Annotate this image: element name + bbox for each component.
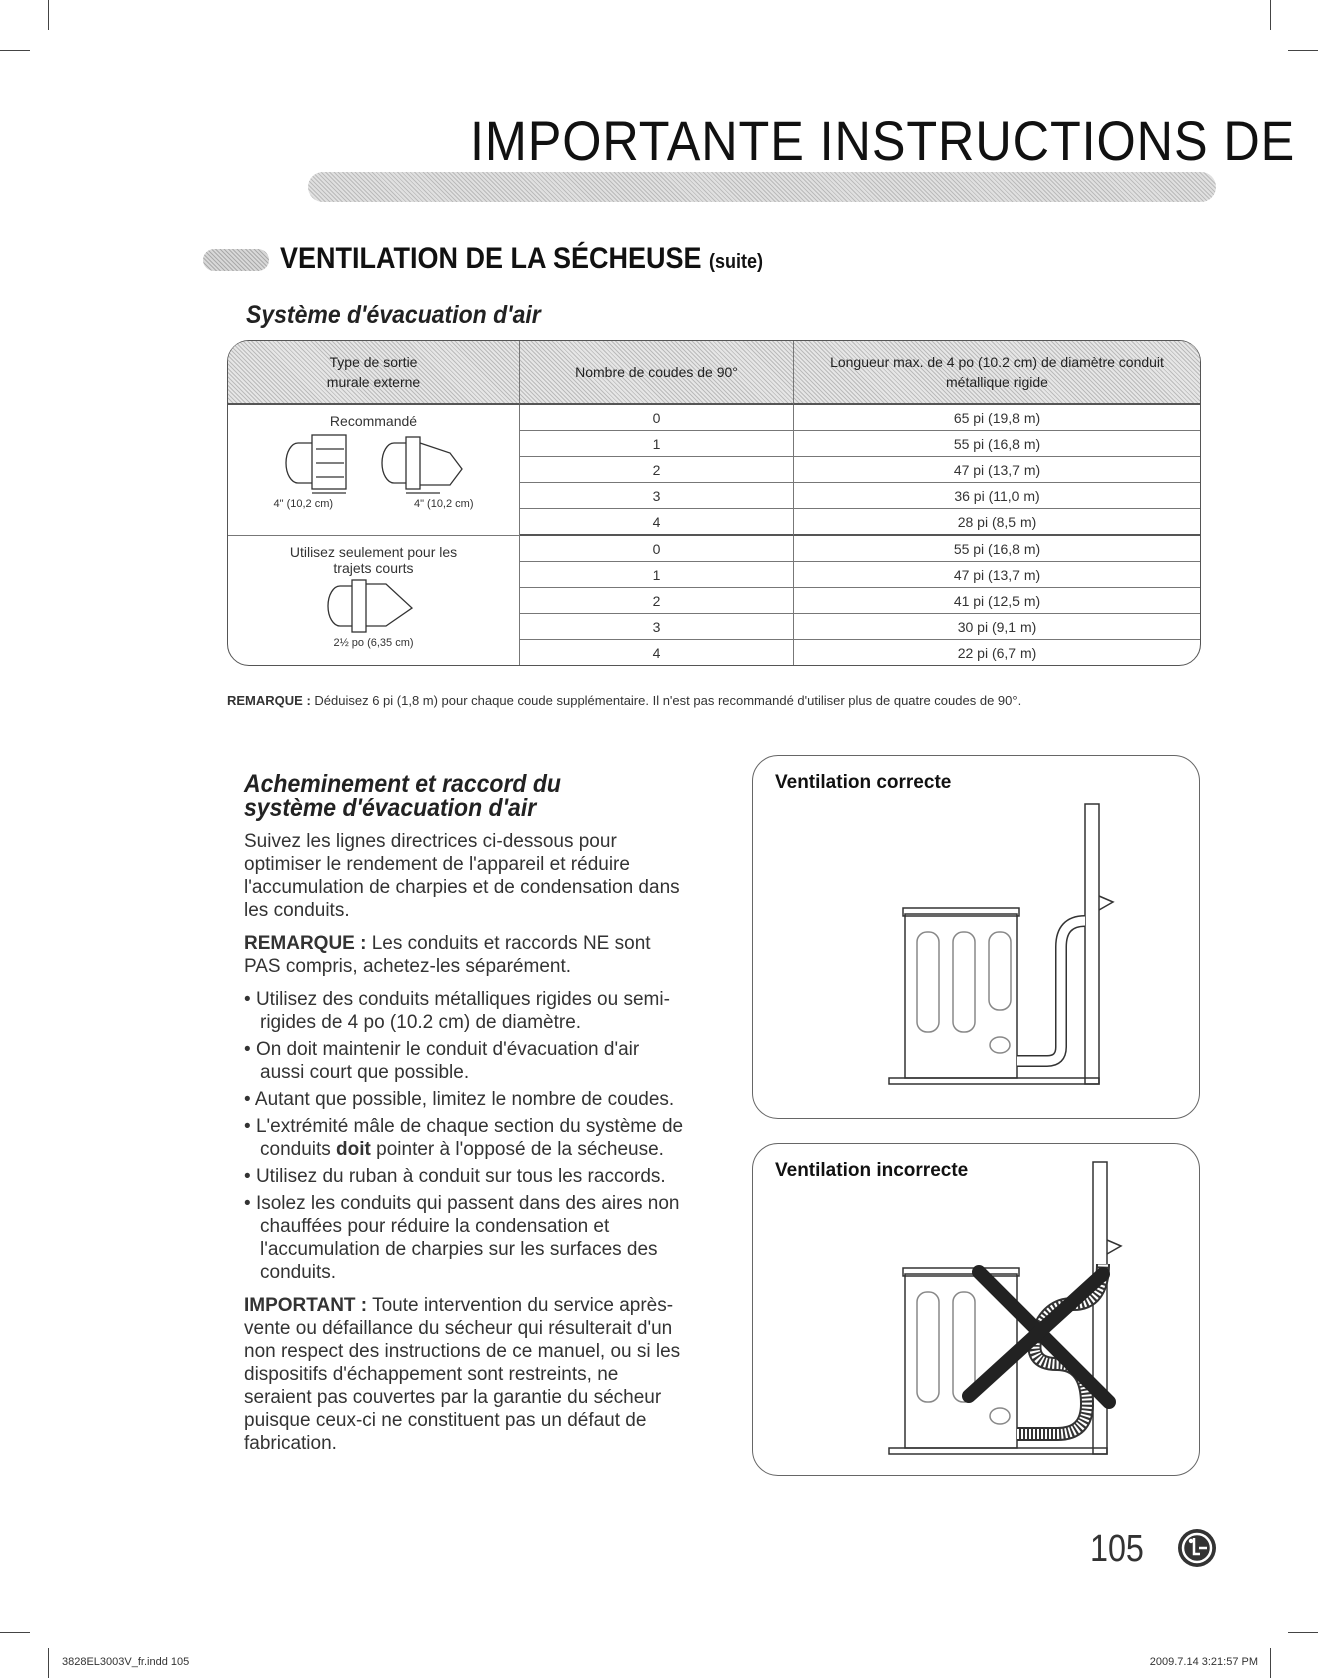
footer-timestamp: 2009.7.14 3:21:57 PM — [1149, 1656, 1258, 1668]
max-length: 28 pi (8,5 m) — [794, 509, 1200, 536]
correct-vent-diagram — [753, 756, 1199, 1118]
louvered-hood-icon — [264, 429, 484, 495]
elbow-count: 2 — [520, 457, 794, 483]
routing-body — [244, 830, 684, 1465]
routing-heading: Acheminement et raccord du système d'évacuation d'air — [244, 770, 561, 822]
list-item: • Autant que possible, limitez le nombre de coudes. — [244, 1089, 675, 1110]
crop-mark — [0, 50, 30, 51]
list-item-text: Utilisez des conduits métalliques rigides ou semi-rigides de 4 po (10.2 cm) de diamètre. — [255, 989, 670, 1033]
list-item: • Utilisez du ruban à conduit sur tous les raccords. — [244, 1166, 666, 1187]
angled-hood-icon — [304, 576, 444, 634]
max-length: 30 pi (9,1 m) — [794, 614, 1200, 640]
vent-type-label: Recommandé — [329, 413, 418, 429]
crop-mark — [1270, 0, 1271, 30]
elbow-count: 3 — [520, 483, 794, 509]
important-text: Toute intervention du service après-vente ou défaillance du sécheur qui résulterait d'un non respect des instructions de ce manuel, ou si les dispositifs d'échappement sont restreints, ne seraient pas couvertes par la garantie du sécheur puisque ceux-ci ne constituent pas un défaut de fabrication. — [244, 1295, 681, 1454]
max-length: 36 pi (11,0 m) — [794, 483, 1200, 509]
crop-mark — [0, 1632, 30, 1633]
remark-text: Les conduits et raccords NE sont PAS compris, achetez-les séparément. — [244, 933, 651, 977]
list-item-text: Autant que possible, limitez le nombre de coudes. — [254, 1089, 675, 1110]
footer-file: 3828EL3003V_fr.indd 105 — [62, 1656, 190, 1668]
list-item-text: L'extrémité mâle de chaque section du système de conduits — [255, 1116, 684, 1160]
dim-label: 4" (10,2 cm) — [273, 498, 334, 510]
section-title-text: VENTILATION DE LA SÉCHEUSE — [280, 242, 702, 275]
dimension-labels — [274, 498, 474, 510]
elbow-count: 0 — [520, 405, 794, 431]
x-mark-icon — [969, 1272, 1109, 1402]
elbow-count: 3 — [520, 614, 794, 640]
vent-type-short-runs — [228, 536, 520, 665]
dim-label: 2½ po (6,35 cm) — [333, 637, 414, 649]
section-title — [280, 242, 763, 276]
list-item-text: pointer à l'opposé de la sécheuse. — [370, 1139, 664, 1160]
column-header: Nombre de coudes de 90° — [520, 341, 794, 405]
column-header: Longueur max. de 4 po (10.2 cm) de diamètre conduit métallique rigide — [794, 341, 1200, 405]
crop-mark — [48, 0, 49, 30]
elbow-count: 4 — [520, 640, 794, 665]
elbow-count: 4 — [520, 509, 794, 536]
remark-paragraph — [244, 932, 684, 978]
important-label: IMPORTANT : — [244, 1295, 368, 1316]
section-suffix: (suite) — [709, 251, 764, 273]
figure-correct-ventilation — [752, 755, 1200, 1119]
list-item: • Utilisez des conduits métalliques rigides ou semi-rigides de 4 po (10.2 cm) de diamètre. — [244, 989, 670, 1033]
exhaust-table — [227, 340, 1201, 666]
elbow-count: 2 — [520, 588, 794, 614]
max-length: 55 pi (16,8 m) — [794, 431, 1200, 457]
vent-type-recommended — [228, 405, 520, 536]
crop-mark — [1288, 50, 1318, 51]
title-bar-decoration — [308, 172, 1216, 202]
remark-label: REMARQUE : — [244, 933, 367, 954]
elbow-count: 1 — [520, 562, 794, 588]
list-item-text: Isolez les conduits qui passent dans des aires non chauffées pour réduire la condensation et l'accumulation de charpies sur les surfaces des conduits. — [255, 1193, 680, 1283]
page-number: 105 — [1090, 1528, 1144, 1570]
lg-logo-icon — [1177, 1528, 1217, 1568]
note-text: Déduisez 6 pi (1,8 m) pour chaque coude supplémentaire. Il n'est pas recommandé d'utiliser plus de quatre coudes de 90°. — [310, 693, 1022, 708]
column-header: Type de sortie murale externe — [228, 341, 520, 405]
vent-type-label: Utilisez seulement pour les trajets courts — [289, 544, 458, 576]
max-length: 41 pi (12,5 m) — [794, 588, 1200, 614]
list-item-emphasis: doit — [336, 1139, 371, 1160]
max-length: 47 pi (13,7 m) — [794, 457, 1200, 483]
elbow-count: 1 — [520, 431, 794, 457]
list-item: • On doit maintenir le conduit d'évacuation d'air aussi court que possible. — [244, 1039, 640, 1083]
max-length: 47 pi (13,7 m) — [794, 562, 1200, 588]
max-length: 22 pi (6,7 m) — [957, 644, 1037, 661]
figure-label: Ventilation correcte — [775, 772, 952, 793]
max-length: 55 pi (16,8 m) — [794, 536, 1200, 562]
elbow-count: 0 — [520, 536, 794, 562]
list-item-text: On doit maintenir le conduit d'évacuation d'air aussi court que possible. — [255, 1039, 640, 1083]
page-title: IMPORTANTE INSTRUCTIONS DE — [470, 109, 1296, 172]
incorrect-vent-diagram — [753, 1144, 1199, 1475]
table-note — [227, 692, 1107, 709]
max-length: 65 pi (19,8 m) — [794, 405, 1200, 431]
figure-incorrect-ventilation — [752, 1143, 1200, 1476]
dim-label: 4" (10,2 cm) — [413, 498, 474, 510]
list-item: • L'extrémité mâle de chaque section du système de conduits doit pointer à l'opposé de la sécheuse. — [244, 1116, 684, 1160]
crop-mark — [1270, 1648, 1271, 1678]
list-item-text: Utilisez du ruban à conduit sur tous les raccords. — [255, 1166, 666, 1187]
crop-mark — [1288, 1632, 1318, 1633]
exhaust-heading: Système d'évacuation d'air — [246, 301, 541, 329]
crop-mark — [48, 1648, 49, 1678]
section-pill-decoration — [203, 249, 269, 271]
guideline-list — [244, 988, 684, 1284]
important-paragraph — [244, 1294, 684, 1455]
figure-label: Ventilation incorrecte — [775, 1160, 969, 1181]
list-item: • Isolez les conduits qui passent dans des aires non chauffées pour réduire la condensation et l'accumulation de charpies sur les surfaces des conduits. — [244, 1193, 680, 1283]
note-label: REMARQUE : — [227, 693, 311, 708]
intro-paragraph: Suivez les lignes directrices ci-dessous pour optimiser le rendement de l'appareil et réduire l'accumulation de charpies et de condensation dans les conduits. — [244, 831, 680, 921]
